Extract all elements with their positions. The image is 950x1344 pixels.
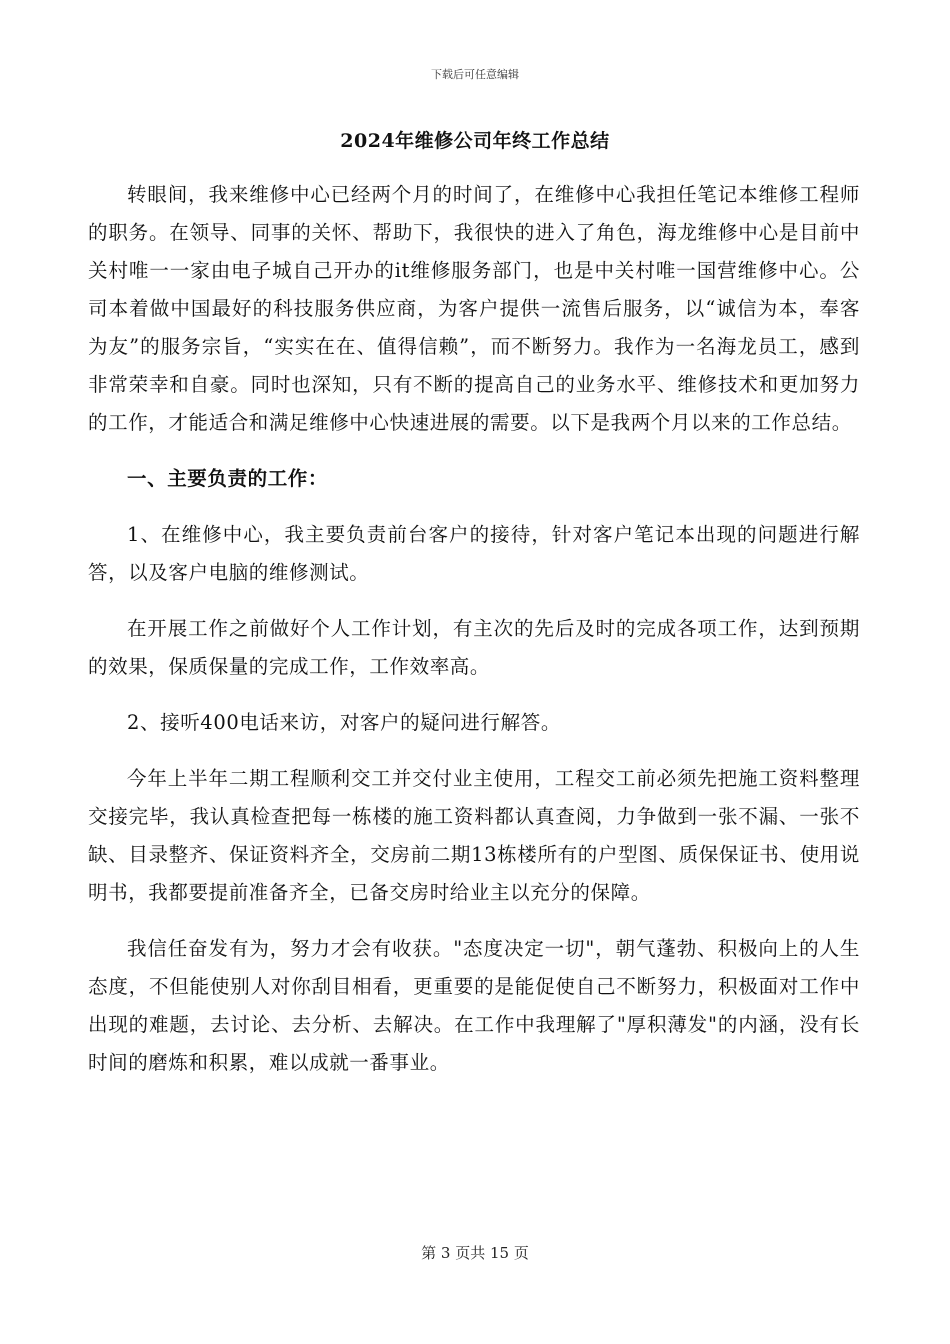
page-number: 第 3 页共 15 页 bbox=[421, 1244, 529, 1262]
header-note: 下载后可任意编辑 bbox=[431, 68, 519, 81]
paragraph-work-plan: 在开展工作之前做好个人工作计划，有主次的先后及时的完成各项工作，达到预期的效果，保质保量的完成工作，工作效率高。 bbox=[88, 617, 860, 678]
paragraph-project: 今年上半年二期工程顺利交工并交付业主使用，工程交工前必须先把施工资料整理交接完毕，我认真检查把每一栋楼的施工资料都认真查阅，力争做到一张不漏、一张不缺、目录整齐、保证资料齐全，交房前二期13栋楼所有的户型图、质保保证书、使用说明书，我都要提前准备齐全，已备交房时给业主以充分的保障。 bbox=[88, 767, 860, 904]
section-heading: 一、主要负责的工作： bbox=[127, 467, 329, 490]
paragraph-intro: 转眼间，我来维修中心已经两个月的时间了，在维修中心我担任笔记本维修工程师的职务。在领导、同事的关怀、帮助下，我很快的进入了角色，海龙维修中心是目前中关村唯一一家由电子城自己开办的it维修服务部门，也是中关村唯一国营维修中心。公司本着做中国最好的科技服务供应商，为客户提供一流售后服务，以“诚信为本，奉客为友”的服务宗旨，“实实在在、值得信赖”，而不断努力。我作为一名海龙员工，感到非常荣幸和自豪。同时也深知，只有不断的提高自己的业务水平、维修技术和更加努力的工作，才能适合和满足维修中心快速进展的需要。以下是我两个月以来的工作总结。 bbox=[88, 183, 860, 434]
paragraph-item-1: 1、在维修中心，我主要负责前台客户的接待，针对客户笔记本出现的问题进行解答，以及客户电脑的维修测试。 bbox=[88, 523, 860, 584]
paragraph-attitude: 我信任奋发有为，努力才会有收获。"态度决定一切"，朝气蓬勃、积极向上的人生态度，不但能使别人对你刮目相看，更重要的是能促使自己不断努力，积极面对工作中出现的难题，去讨论、去分析、去解决。在工作中我理解了"厚积薄发"的内涵，没有长时间的磨炼和积累，难以成就一番事业。 bbox=[88, 937, 860, 1074]
document-body bbox=[88, 176, 860, 1082]
document-title: 2024年维修公司年终工作总结 bbox=[340, 130, 610, 152]
paragraph-item-2: 2、接听400电话来访，对客户的疑问进行解答。 bbox=[127, 711, 561, 734]
